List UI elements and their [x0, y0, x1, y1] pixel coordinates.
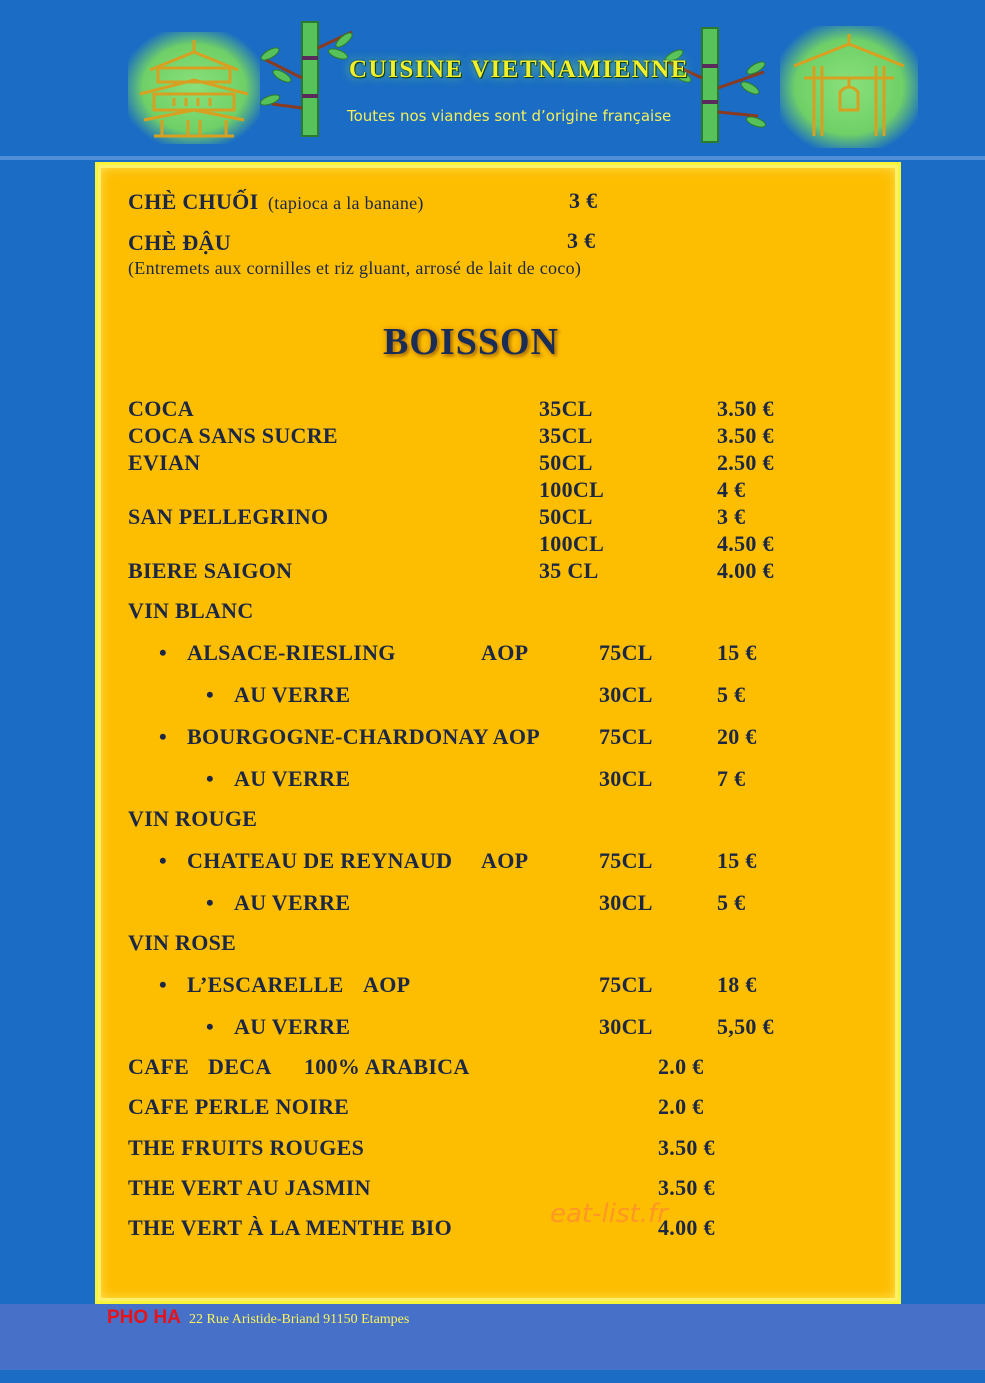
hot-drink-price: 2.0 €	[658, 1054, 704, 1079]
glass-size: 30CL	[599, 766, 653, 791]
drink-price: 4.50 €	[717, 531, 774, 556]
dessert-price: 3 €	[569, 188, 598, 213]
hot-drink-name: DECA	[208, 1054, 272, 1079]
temple-gate-icon	[780, 26, 918, 148]
glass-price: 5,50 €	[717, 1014, 774, 1039]
glass-size: 30CL	[599, 890, 653, 915]
drink-name: SAN PELLEGRINO	[128, 504, 329, 529]
drink-price: 4 €	[717, 477, 746, 502]
dessert-name: CHÈ ĐẬU	[128, 230, 231, 255]
wine-size: 75CL	[599, 848, 653, 873]
dessert-detail: (tapioca a la banane)	[268, 193, 424, 213]
glass-price: 7 €	[717, 766, 746, 791]
hot-drink-name: CAFE PERLE NOIRE	[128, 1094, 350, 1119]
wine-tag: AOP	[481, 848, 529, 873]
restaurant-title: CUISINE VIETNAMIENNE	[349, 56, 690, 83]
glass-price: 5 €	[717, 682, 746, 707]
wine-price: 15 €	[717, 848, 757, 873]
glass-price: 5 €	[717, 890, 746, 915]
wine-price: 20 €	[717, 724, 757, 749]
wine-name: • CHATEAU DE REYNAUD	[187, 850, 452, 872]
hot-drink-price: 4.00 €	[658, 1215, 715, 1240]
bamboo-icon	[662, 26, 772, 146]
watermark: eat-list.fr	[550, 1199, 668, 1229]
wine-size: 75CL	[599, 724, 653, 749]
wine-size: 75CL	[599, 972, 653, 997]
glass-name: • AU VERRE	[234, 1016, 350, 1038]
drink-size: 50CL	[539, 504, 593, 529]
pagoda-icon	[128, 32, 260, 144]
dessert-detail: (Entremets aux cornilles et riz gluant, arrosé de lait de coco)	[128, 258, 582, 278]
glass-size: 30CL	[599, 682, 653, 707]
dessert-price: 3 €	[567, 228, 596, 253]
drink-size: 35CL	[539, 396, 593, 421]
hot-drink-name: THE FRUITS ROUGES	[128, 1135, 365, 1160]
wine-category: VIN ROSE	[128, 930, 237, 955]
wine-name: • BOURGOGNE-CHARDONAY AOP	[187, 726, 540, 748]
header-divider	[0, 156, 985, 160]
wine-price: 18 €	[717, 972, 757, 997]
bamboo-icon	[252, 18, 362, 142]
glass-name: • AU VERRE	[234, 892, 350, 914]
hot-drink-name: THE VERT À LA MENTHE BIO	[128, 1215, 453, 1240]
hot-drink-price: 2.0 €	[658, 1094, 704, 1119]
wine-name: • L’ESCARELLE	[187, 974, 344, 996]
wine-tag: AOP	[363, 972, 411, 997]
glass-size: 30CL	[599, 1014, 653, 1039]
drink-size: 35 CL	[539, 558, 599, 583]
footer-brand: PHO HA	[107, 1307, 181, 1328]
hot-drink-name: THE VERT AU JASMIN	[128, 1175, 371, 1200]
drink-name: COCA	[128, 396, 194, 421]
drink-price: 3 €	[717, 504, 746, 529]
hot-drink-price: 3.50 €	[658, 1135, 715, 1160]
section-title-boisson: BOISSON	[383, 321, 559, 363]
drink-price: 4.00 €	[717, 558, 774, 583]
drink-price: 3.50 €	[717, 396, 774, 421]
footer-address: 22 Rue Aristide-Briand 91150 Etampes	[189, 1312, 410, 1327]
hot-drink-name: 100% ARABICA	[304, 1054, 470, 1079]
drink-size: 35CL	[539, 423, 593, 448]
bottom-band	[0, 1370, 985, 1383]
hot-drink-name: CAFE	[128, 1054, 190, 1079]
glass-name: • AU VERRE	[234, 684, 350, 706]
restaurant-subtitle: Toutes nos viandes sont d’origine française	[347, 107, 672, 125]
dessert-name: CHÈ CHUỐI	[128, 189, 259, 214]
drink-size: 50CL	[539, 450, 593, 475]
wine-name: • ALSACE-RIESLING	[187, 642, 396, 664]
wine-size: 75CL	[599, 640, 653, 665]
wine-tag: AOP	[481, 640, 529, 665]
wine-price: 15 €	[717, 640, 757, 665]
drink-name: BIERE SAIGON	[128, 558, 293, 583]
drink-price: 3.50 €	[717, 423, 774, 448]
drink-name: COCA SANS SUCRE	[128, 423, 338, 448]
drink-name: EVIAN	[128, 450, 201, 475]
wine-category: VIN ROUGE	[128, 806, 258, 831]
hot-drink-price: 3.50 €	[658, 1175, 715, 1200]
drink-price: 2.50 €	[717, 450, 774, 475]
glass-name: • AU VERRE	[234, 768, 350, 790]
drink-size: 100CL	[539, 531, 605, 556]
wine-category: VIN BLANC	[128, 598, 254, 623]
drink-size: 100CL	[539, 477, 605, 502]
